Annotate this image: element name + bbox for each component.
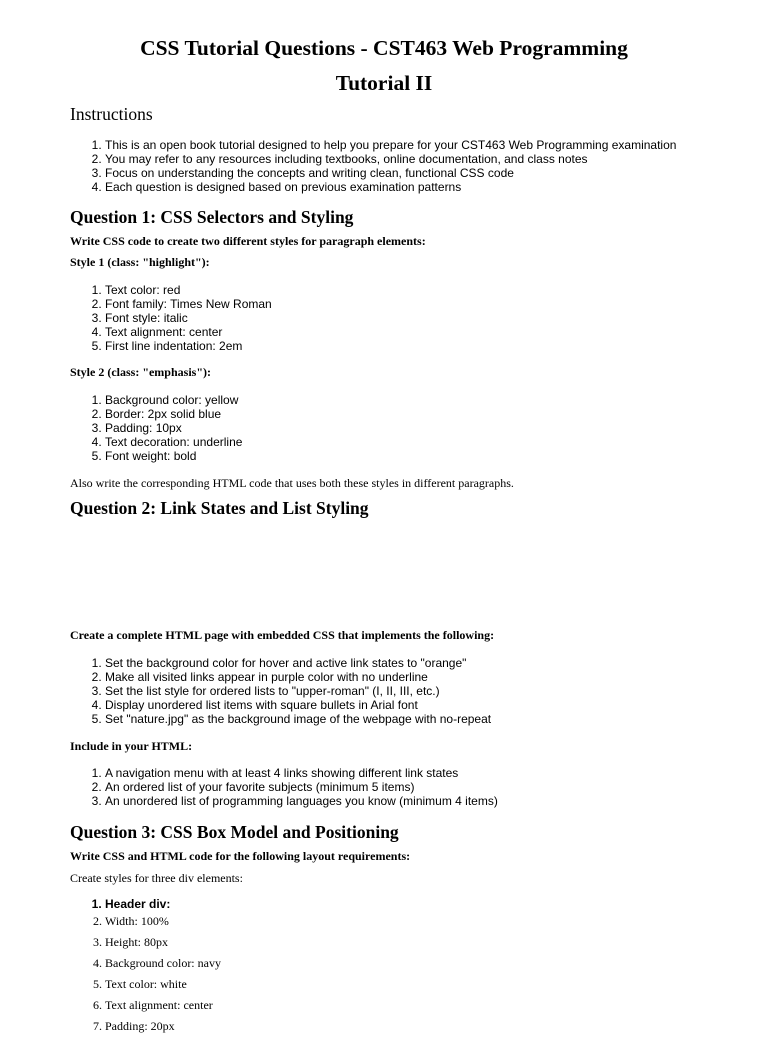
question-2-intro: Create a complete HTML page with embedded CSS that implements the following: bbox=[70, 628, 495, 642]
list-item: 3. Focus on understanding the concepts and writing clean, functional CSS code bbox=[105, 166, 676, 180]
list-item: 4. Text alignment: center bbox=[105, 325, 272, 339]
document-subtitle: Tutorial II bbox=[335, 71, 433, 95]
list-item: 1. This is an open book tutorial designed to help you prepare for your CST463 Web Programming examination bbox=[105, 138, 676, 152]
list-item: 1. Header div: bbox=[105, 897, 221, 911]
question-3-sub: Create styles for three div elements: bbox=[70, 871, 243, 885]
list-item: 3. Padding: 10px bbox=[105, 421, 242, 435]
list-item: 1. Text color: red bbox=[105, 283, 272, 297]
list-item: 5. Set "nature.jpg" as the background image of the webpage with no-repeat bbox=[105, 712, 491, 726]
list-item: 2. An ordered list of your favorite subjects (minimum 5 items) bbox=[105, 780, 498, 794]
question-2-heading: Question 2: Link States and List Styling bbox=[70, 498, 369, 518]
list-item: 4. Background color: navy bbox=[105, 953, 221, 974]
list-item: 5. First line indentation: 2em bbox=[105, 339, 272, 353]
list-item: 4. Display unordered list items with square bullets in Arial font bbox=[105, 698, 491, 712]
instructions-heading: Instructions bbox=[70, 104, 153, 124]
include-label: Include in your HTML: bbox=[70, 739, 193, 753]
document-title: CSS Tutorial Questions - CST463 Web Programming bbox=[140, 36, 628, 60]
list-item: 3. Height: 80px bbox=[105, 932, 221, 953]
list-item: 4. Each question is designed based on previous examination patterns bbox=[105, 180, 676, 194]
question-3-intro: Write CSS and HTML code for the following layout requirements: bbox=[70, 849, 411, 863]
question-1-heading: Question 1: CSS Selectors and Styling bbox=[70, 207, 354, 227]
list-item: 2. Width: 100% bbox=[105, 911, 221, 932]
style-2-label: Style 2 (class: "emphasis"): bbox=[70, 365, 211, 379]
style-2-list bbox=[70, 393, 242, 463]
list-item: 5. Text color: white bbox=[105, 974, 221, 995]
instructions-list bbox=[70, 138, 676, 194]
question-1-outro: Also write the corresponding HTML code that uses both these styles in different paragraphs. bbox=[70, 476, 514, 490]
list-item: 2. Font family: Times New Roman bbox=[105, 297, 272, 311]
list-item: 5. Font weight: bold bbox=[105, 449, 242, 463]
list-item: 4. Text decoration: underline bbox=[105, 435, 242, 449]
style-1-list bbox=[70, 283, 272, 353]
list-item: 3. Set the list style for ordered lists to "upper-roman" (I, II, III, etc.) bbox=[105, 684, 491, 698]
style-1-label: Style 1 (class: "highlight"): bbox=[70, 255, 210, 269]
list-item: 6. Text alignment: center bbox=[105, 995, 221, 1016]
include-list bbox=[70, 766, 498, 808]
list-item: 1. Background color: yellow bbox=[105, 393, 242, 407]
list-item: 1. A navigation menu with at least 4 links showing different link states bbox=[105, 766, 498, 780]
question-1-intro: Write CSS code to create two different styles for paragraph elements: bbox=[70, 234, 426, 248]
list-item: 7. Padding: 20px bbox=[105, 1016, 221, 1037]
list-item: 3. An unordered list of programming languages you know (minimum 4 items) bbox=[105, 794, 498, 808]
question-3-list bbox=[70, 897, 221, 1037]
question-3-heading: Question 3: CSS Box Model and Positioning bbox=[70, 822, 399, 842]
question-2-list bbox=[70, 656, 491, 726]
list-item: 2. Make all visited links appear in purple color with no underline bbox=[105, 670, 491, 684]
list-item: 3. Font style: italic bbox=[105, 311, 272, 325]
list-item: 2. You may refer to any resources including textbooks, online documentation, and class notes bbox=[105, 152, 676, 166]
list-item: 1. Set the background color for hover and active link states to "orange" bbox=[105, 656, 491, 670]
list-item: 2. Border: 2px solid blue bbox=[105, 407, 242, 421]
